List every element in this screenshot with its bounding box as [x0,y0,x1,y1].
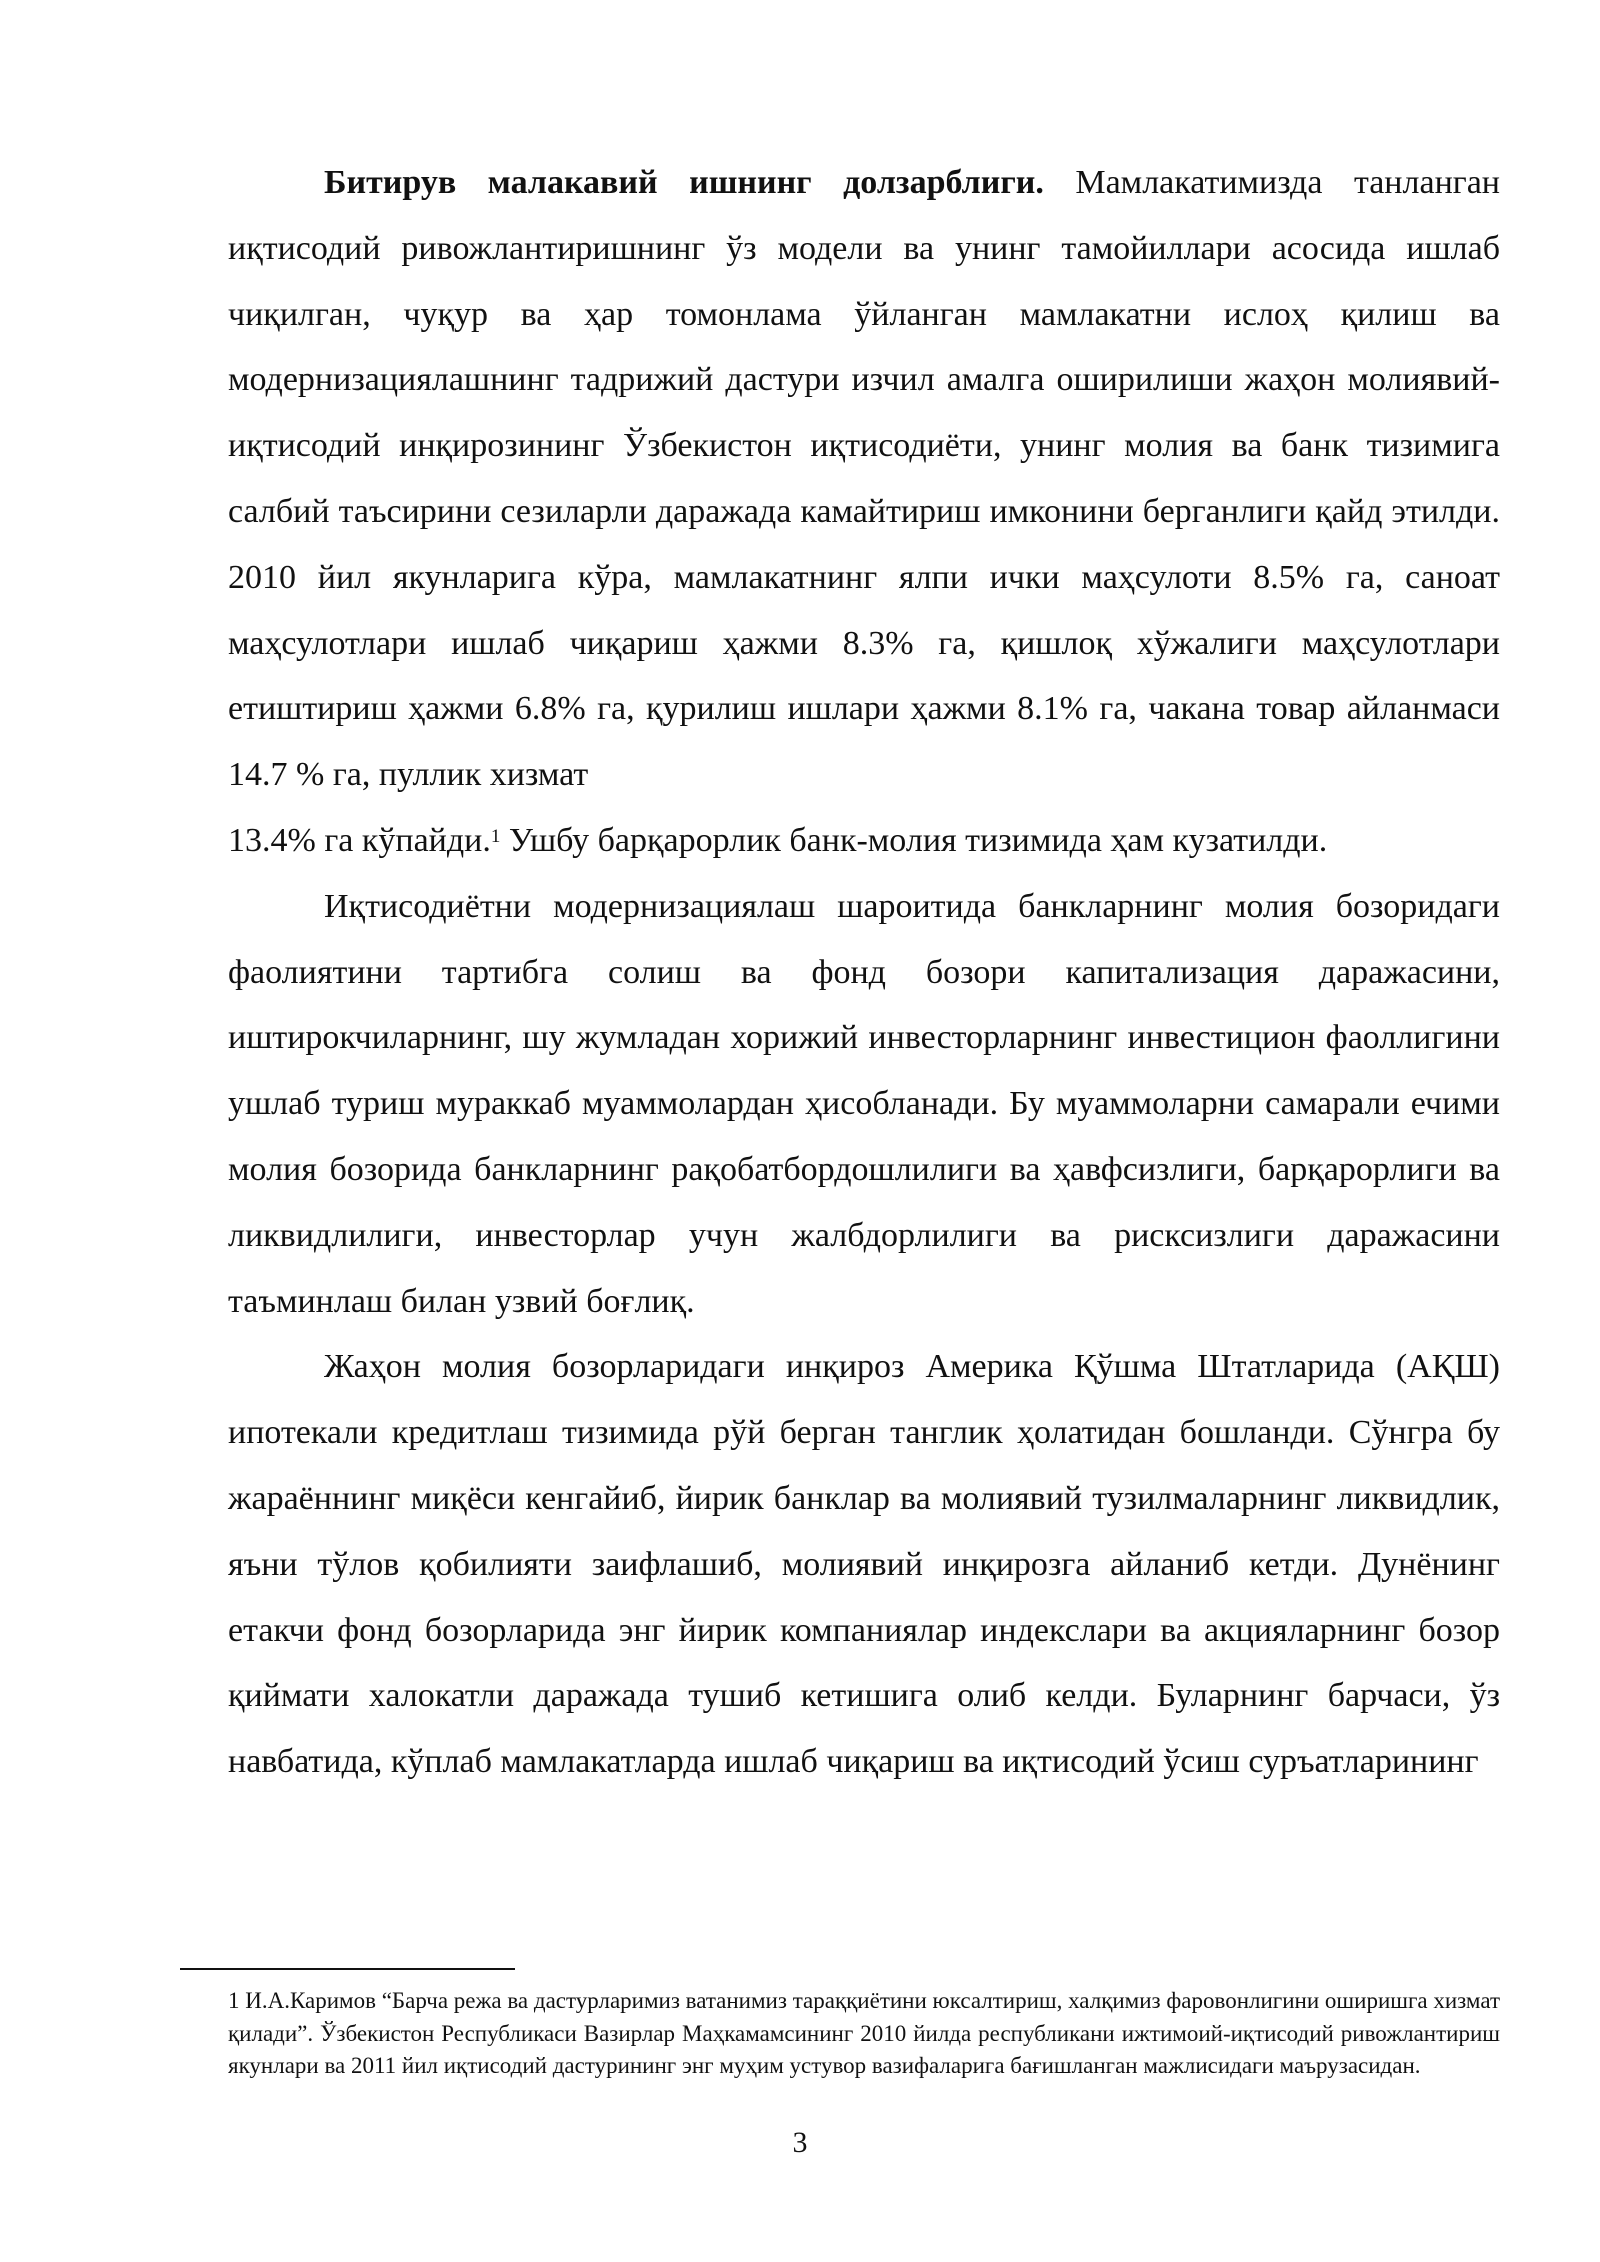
paragraph-crisis: Жаҳон молия бозорларидаги инқироз Америка Қўшма Штатларида (АҚШ) ипотекали кредитлаш тизимида рўй берган танглик ҳолатидан бошланди. Сўнгра бу жараённинг миқёси кенгайиб, йирик банклар ва молиявий тузилмаларнинг ликвидлик, яъни тўлов қобилияти заифлашиб, молиявий инқирозга айланиб кетди. Дунёнинг етакчи фонд бозорларида энг йирик компаниялар индекслари ва акцияларнинг бозор қиймати халокатли даражада тушиб кетишига олиб келди. Буларнинг барчаси, ўз навбатида, кўплаб мамлакатларда ишлаб чиқариш ва иқтисодий ўсиш суръатларининг [228,1348,1500,1781]
paragraph-relevance [228,150,1500,808]
paragraph-continuation [228,808,1500,874]
section-heading: Битирув малакавий ишнинг долзарблиги. [324,164,1044,201]
page-number: 3 [792,2126,808,2159]
paragraph-text: 13.4% га кўпайди. [228,821,491,859]
paragraph-modernization: Иқтисодиётни модернизациялаш шароитида банкларнинг молия бозоридаги фаолиятини тартибга солиш ва фонд бозори капитализация даражасини, иштирокчиларнинг, шу жумладан хорижий инвесторларнинг инвестицион фаоллигини ушлаб туриш мураккаб муаммолардан ҳисобланади. Бу муаммоларни самарали ечими молия бозорида банкларнинг рақобатбордошлилиги ва ҳавфсизлиги, барқарорлиги ва ликвидлилиги, инвесторлар учун жалбдорлилиги ва рисксизлиги даражасини таъминлаш билан узвий боғлиқ. [228,887,1500,1320]
paragraph-text: Мамлакатимизда танланган иқтисодий ривожлантиришнинг ўз модели ва унинг тамойиллари асосида ишлаб чиқилган, чуқур ва ҳар томонлама ўйланган мамлакатни ислоҳ қилиш ва модернизациялашнинг тадрижий дастури изчил амалга оширилиши жаҳон молиявий-иқтисодий инқирозининг Ўзбекистон иқтисодиёти, унинг молия ва банк тизимига салбий таъсирини сезиларли даражада камайтириш имконини берганлиги қайд этилди. 2010 йил якунларига кўра, мамлакатнинг ялпи ички маҳсулоти 8.5% га, саноат маҳсулотлари ишлаб чиқариш ҳажми 8.3% га, қишлоқ хўжалиги маҳсулотлари етиштириш ҳажми 6.8% га, қурилиш ишлари ҳажми 8.1% га, чакана товар айланмаси 14.7 % га, пуллик хизмат [228,164,1500,794]
footnote-separator [180,1968,515,1970]
footnote-reference[interactable]: 1 [490,825,501,847]
body-text [228,150,1500,1795]
paragraph-text: Ушбу барқарорлик банк-молия тизимида ҳам кузатилди. [500,821,1328,859]
footnote-text: 1 И.А.Каримов “Барча режа ва дастурларимиз ватанимиз тараққиётини юксалтириш, халқимиз фаровонлигини оширишга хизмат қилади”. Ўзбекистон Республикаси Вазирлар Маҳкамамсининг 2010 йилда республикани ижтимоий-иқтисодий ривожлантириш якунлари ва 2011 йил иқтисодий дастурининг энг муҳим устувор вазифаларига бағишланган мажлисидаги маърузасидан. [228,1988,1500,2078]
